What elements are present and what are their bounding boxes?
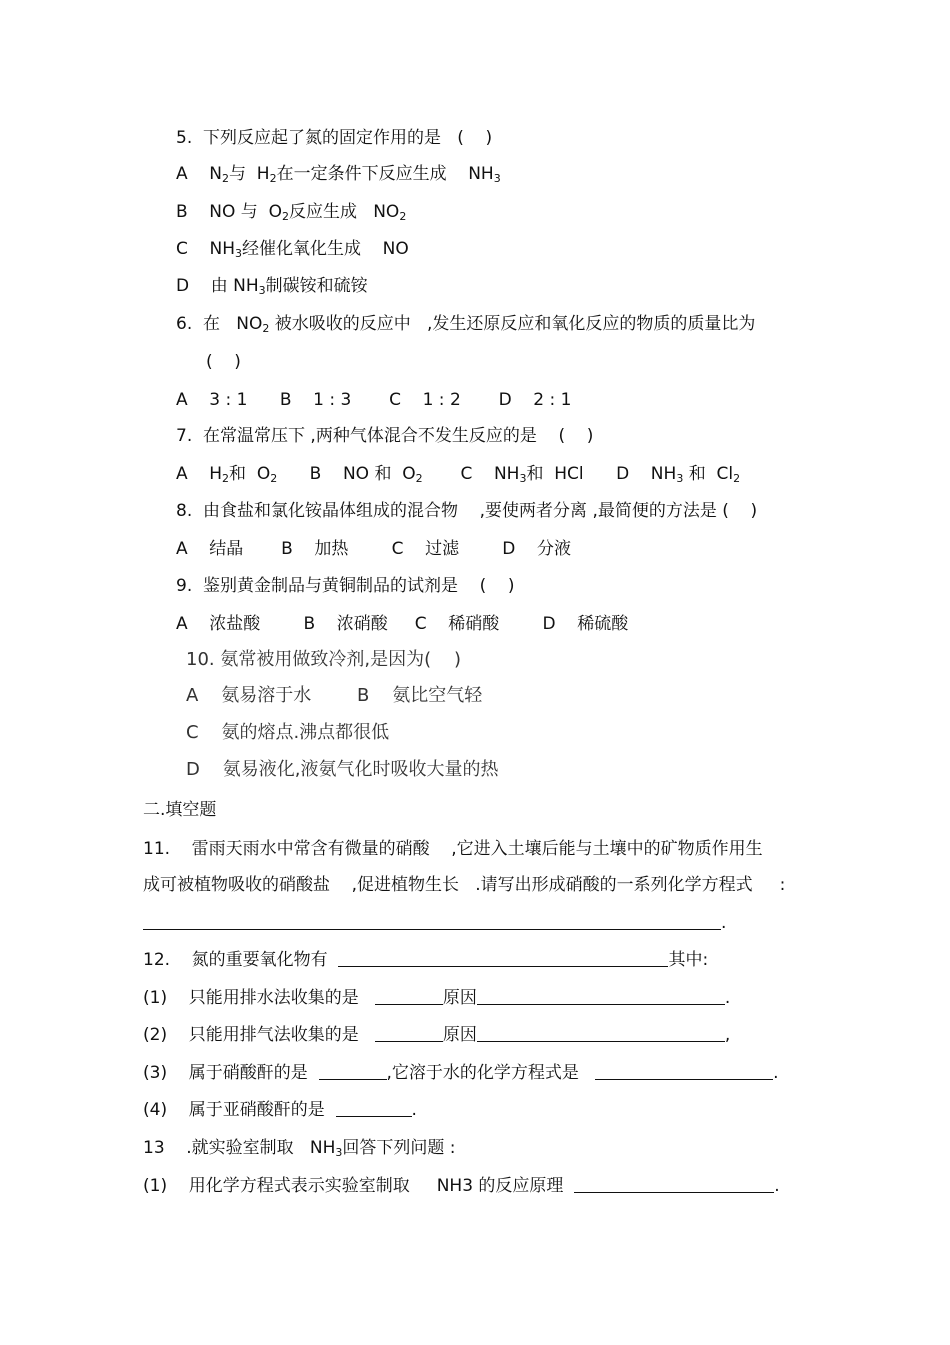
text: 制碳铵和硫铵 bbox=[265, 276, 368, 296]
subscript: 3 bbox=[493, 172, 501, 185]
text: N bbox=[209, 164, 222, 184]
answer-blank[interactable] bbox=[595, 1063, 773, 1080]
option-letter: B bbox=[176, 202, 188, 222]
subscript: 2 bbox=[222, 472, 230, 485]
q6-stem bbox=[176, 313, 755, 335]
subscript: 2 bbox=[269, 172, 277, 185]
text: 回答下列问题 : bbox=[342, 1138, 456, 1158]
option-letter: C bbox=[176, 239, 188, 259]
text: (2) 只能用排气法收集的是 bbox=[143, 1025, 359, 1045]
q5-option-a bbox=[176, 163, 501, 185]
subscript: 3 bbox=[519, 472, 527, 485]
text: 由 NH bbox=[210, 276, 259, 296]
text: A H bbox=[176, 464, 223, 484]
answer-blank[interactable] bbox=[477, 988, 725, 1005]
q13-item-1 bbox=[143, 1175, 780, 1197]
answer-blank[interactable] bbox=[319, 1063, 387, 1080]
q11-line1: 11. 雷雨天雨水中常含有微量的硝酸 ,它进入土壤后能与土壤中的矿物质作用生 bbox=[143, 839, 763, 859]
answer-blank[interactable] bbox=[375, 988, 443, 1005]
q8-stem: 8. 由食盐和氯化铵晶体组成的混合物 ,要使两者分离 ,最简便的方法是 ( ) bbox=[176, 501, 758, 521]
q5-option-c bbox=[176, 238, 409, 260]
q12-stem bbox=[143, 949, 708, 971]
subscript: 2 bbox=[270, 472, 278, 485]
text: C NH bbox=[460, 464, 520, 484]
answer-blank[interactable] bbox=[143, 913, 721, 930]
subscript: 2 bbox=[399, 210, 407, 223]
q9-stem: 9. 鉴别黄金制品与黄铜制品的试剂是 ( ) bbox=[176, 576, 515, 596]
text: (3) 属于硝酸酐的是 bbox=[143, 1063, 308, 1083]
text: 反应生成 NO bbox=[289, 202, 400, 222]
text: D NH bbox=[616, 464, 677, 484]
q7-option-a bbox=[176, 464, 277, 484]
q5-stem: 5. 下列反应起了氮的固定作用的是 ( ) bbox=[176, 128, 493, 148]
text: 被水吸收的反应中 ,发生还原反应和氧化反应的物质的质量比为 bbox=[269, 314, 756, 334]
q7-options bbox=[176, 463, 740, 485]
q7-option-c bbox=[460, 464, 583, 484]
text: . bbox=[411, 1100, 417, 1120]
q5-option-b bbox=[176, 201, 406, 223]
text: . bbox=[724, 988, 731, 1008]
subscript: 3 bbox=[335, 1146, 343, 1159]
text: 和 Cl bbox=[683, 464, 734, 484]
answer-blank[interactable] bbox=[375, 1025, 443, 1042]
text: 6. 在 NO bbox=[176, 314, 263, 334]
q11-answer bbox=[143, 912, 726, 934]
q13-stem bbox=[143, 1137, 456, 1159]
text: B NO 和 O bbox=[309, 464, 416, 484]
q9-options: A 浓盐酸 B 浓硝酸 C 稀硝酸 D 稀硫酸 bbox=[176, 614, 629, 634]
text: (1) 用化学方程式表示实验室制取 NH3 的反应原理 bbox=[143, 1176, 564, 1196]
text: 与 H bbox=[228, 164, 270, 184]
text: 经催化氧化生成 NO bbox=[242, 239, 409, 259]
answer-blank[interactable] bbox=[477, 1025, 725, 1042]
q10-option-c: C 氨的熔点.沸点都很低 bbox=[186, 722, 390, 743]
text: 其中: bbox=[668, 950, 709, 970]
subscript: 2 bbox=[733, 472, 741, 485]
text: NH bbox=[209, 239, 235, 259]
answer-blank[interactable] bbox=[338, 950, 668, 967]
section-heading: 二.填空题 bbox=[143, 800, 217, 820]
q7-option-b bbox=[310, 464, 423, 484]
text: . bbox=[773, 1063, 779, 1083]
q12-item-2 bbox=[143, 1024, 730, 1046]
option-letter: A bbox=[176, 164, 188, 184]
q12-item-1 bbox=[143, 987, 730, 1009]
text: 12. 氮的重要氧化物有 bbox=[143, 950, 328, 970]
text: NO 与 O bbox=[209, 202, 282, 222]
text: 原因 bbox=[442, 988, 477, 1008]
q12-item-3 bbox=[143, 1062, 779, 1084]
q6-options: A 3 : 1 B 1 : 3 C 1 : 2 D 2 : 1 bbox=[176, 390, 572, 410]
text: . bbox=[774, 1176, 780, 1196]
text: 和 HCl bbox=[526, 464, 584, 484]
q5-option-d bbox=[176, 275, 368, 297]
q6-paren: ( ) bbox=[206, 352, 241, 372]
q10-stem: 10. 氨常被用做致冷剂,是因为( ) bbox=[186, 649, 461, 670]
answer-blank[interactable] bbox=[574, 1176, 774, 1193]
q7-stem: 7. 在常温常压下 ,两种气体混合不发生反应的是 ( ) bbox=[176, 426, 594, 446]
subscript: 2 bbox=[415, 472, 423, 485]
text: ,它溶于水的化学方程式是 bbox=[386, 1063, 579, 1083]
subscript: 3 bbox=[676, 472, 684, 485]
answer-blank[interactable] bbox=[336, 1100, 412, 1117]
text: 原因 bbox=[442, 1025, 477, 1045]
text: , bbox=[724, 1025, 731, 1045]
q10-options-ab: A 氨易溶于水 B 氨比空气轻 bbox=[186, 685, 483, 706]
text: . bbox=[721, 913, 727, 933]
text: 13 .就实验室制取 NH bbox=[143, 1138, 336, 1158]
option-letter: D bbox=[176, 276, 190, 296]
q11-line2: 成可被植物吸收的硝酸盐 ,促进植物生长 .请写出形成硝酸的一系列化学方程式 : bbox=[143, 875, 786, 895]
q7-option-d bbox=[616, 464, 740, 484]
subscript: 2 bbox=[221, 172, 229, 185]
text: (1) 只能用排水法收集的是 bbox=[143, 988, 359, 1008]
subscript: 2 bbox=[282, 210, 289, 223]
q12-item-4 bbox=[143, 1099, 417, 1121]
q10-option-d: D 氨易液化,液氨气化时吸收大量的热 bbox=[186, 759, 499, 780]
q8-options: A 结晶 B 加热 C 过滤 D 分液 bbox=[176, 539, 572, 559]
text: 和 O bbox=[229, 464, 271, 484]
text: (4) 属于亚硝酸酐的是 bbox=[143, 1100, 325, 1120]
subscript: 3 bbox=[258, 284, 266, 297]
subscript: 3 bbox=[235, 247, 242, 260]
subscript: 2 bbox=[262, 322, 270, 335]
text: 在一定条件下反应生成 NH bbox=[276, 164, 494, 184]
